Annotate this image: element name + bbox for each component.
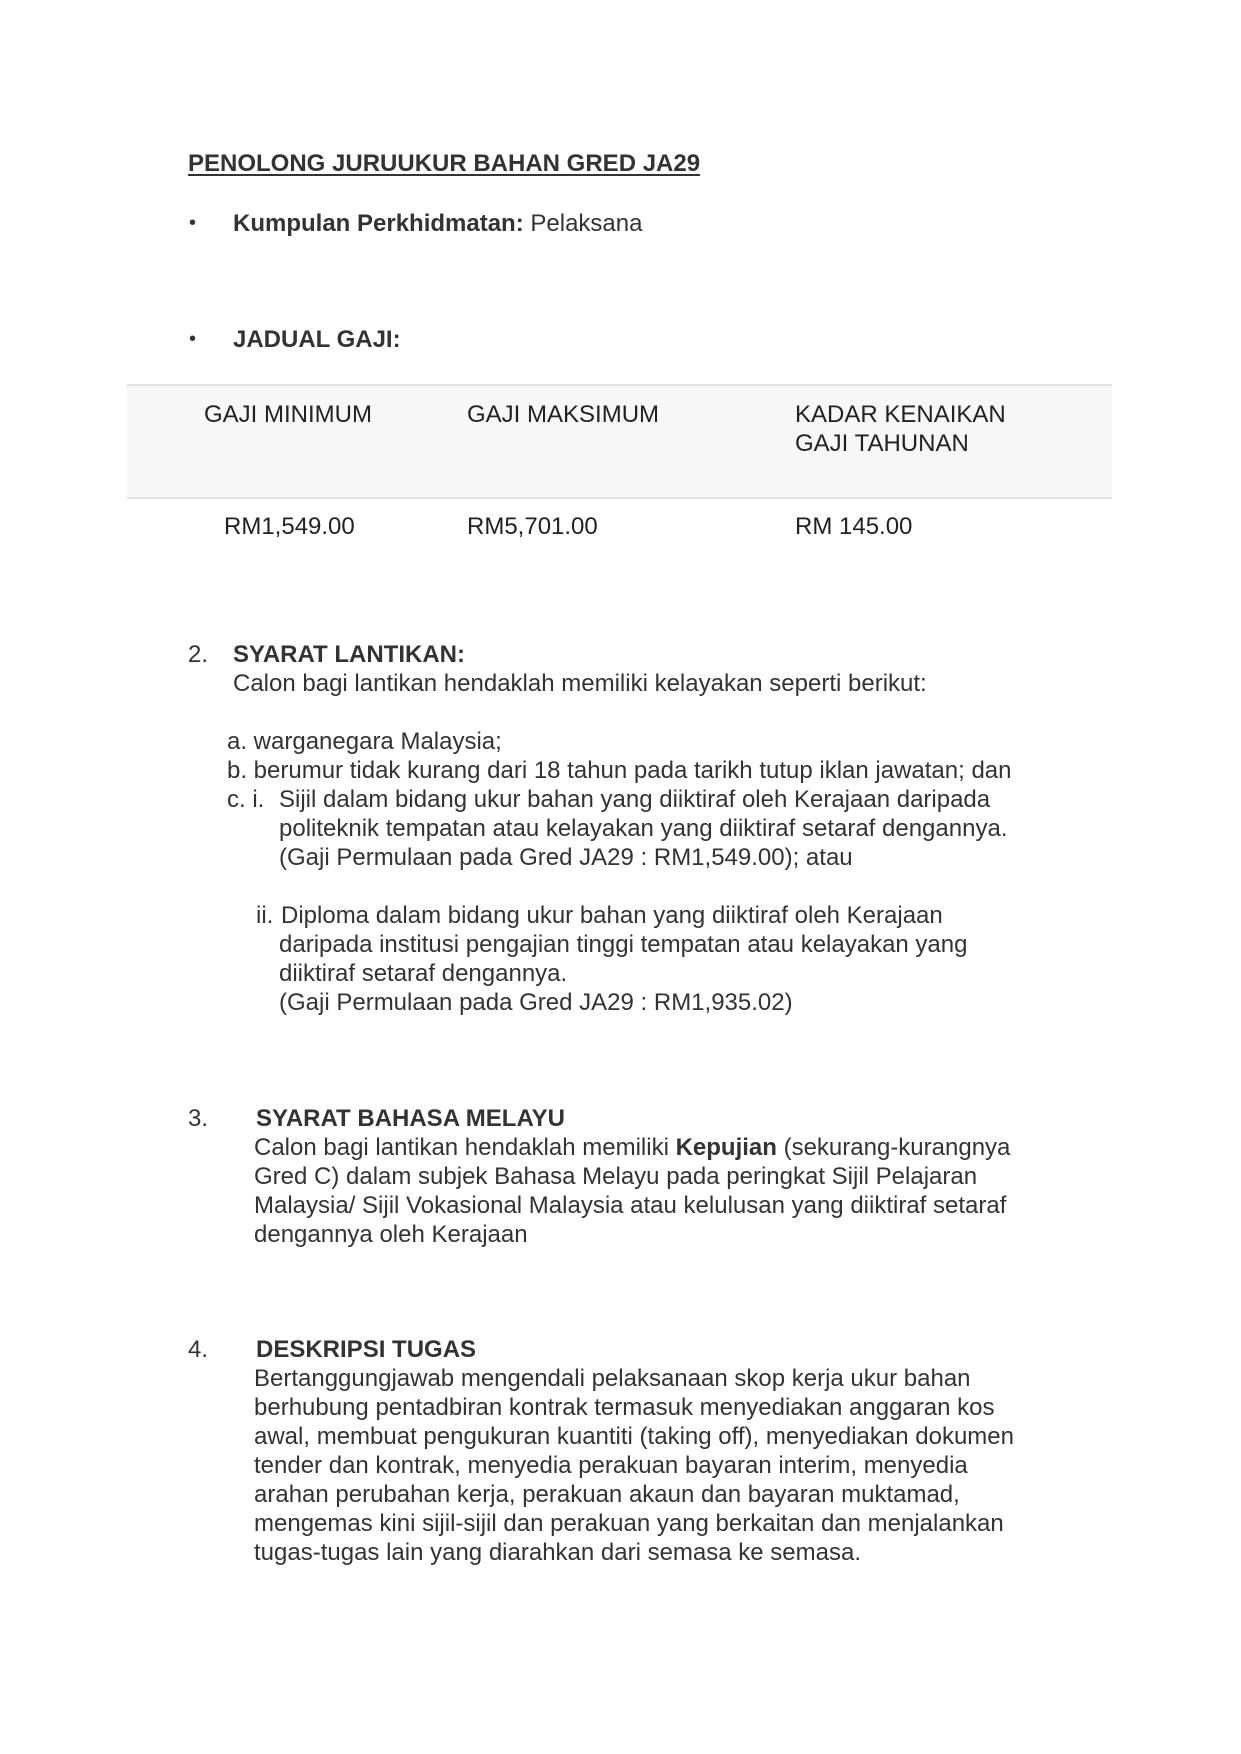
table-header-gaji-maksimum: GAJI MAKSIMUM <box>467 401 660 428</box>
table-cell-gaji-maksimum: RM5,701.00 <box>467 513 598 540</box>
table-header-gaji-minimum: GAJI MINIMUM <box>204 401 372 428</box>
requirement-line: Diploma dalam bidang ukur bahan yang diiktiraf oleh Kerajaan <box>281 902 943 929</box>
section-number: 4. <box>188 1336 209 1363</box>
requirement-prefix: ii. <box>256 902 274 929</box>
section-paragraph-line: Gred C) dalam subjek Bahasa Melayu pada peringkat Sijil Pelajaran <box>254 1163 978 1190</box>
bullet-icon: • <box>189 328 197 350</box>
section-paragraph-line: berhubung pentadbiran kontrak termasuk menyediakan anggaran kos <box>254 1394 995 1421</box>
section-paragraph-line <box>254 1133 1010 1162</box>
section-heading-syarat-bahasa-melayu: SYARAT BAHASA MELAYU <box>256 1105 565 1132</box>
requirement-line: daripada institusi pengajian tinggi tempatan atau kelayakan yang <box>279 931 968 958</box>
bullet-label: Kumpulan Perkhidmatan: <box>233 210 524 237</box>
bullet-icon: • <box>189 212 197 234</box>
document-title: PENOLONG JURUUKUR BAHAN GRED JA29 <box>188 150 701 177</box>
section-paragraph-line: mengemas kini sijil-sijil dan perakuan yang berkaitan dan menjalankan <box>254 1510 1004 1537</box>
text-run: Calon bagi lantikan hendaklah memiliki <box>254 1134 676 1161</box>
table-header-line: GAJI TAHUNAN <box>795 430 969 457</box>
table-header-line: KADAR KENAIKAN <box>795 401 1006 428</box>
section-heading-syarat-lantikan: SYARAT LANTIKAN: <box>233 641 465 668</box>
section-intro: Calon bagi lantikan hendaklah memiliki kelayakan seperti berikut: <box>233 670 927 697</box>
text-run-bold: Kepujian <box>675 1134 777 1161</box>
requirement-item: b. berumur tidak kurang dari 18 tahun pada tarikh tutup iklan jawatan; dan <box>227 757 1012 784</box>
section-paragraph-line: tugas-tugas lain yang diarahkan dari semasa ke semasa. <box>254 1539 862 1566</box>
section-number: 3. <box>188 1105 209 1132</box>
requirement-line: (Gaji Permulaan pada Gred JA29 : RM1,549.00); atau <box>279 844 853 871</box>
bullet-value: Pelaksana <box>530 210 643 237</box>
section-heading-deskripsi-tugas: DESKRIPSI TUGAS <box>256 1336 477 1363</box>
requirement-line: politeknik tempatan atau kelayakan yang diiktiraf setaraf dengannya. <box>279 815 1008 842</box>
text-run: (sekurang-kurangnya <box>776 1134 1011 1161</box>
section-paragraph-line: Bertanggungjawab mengendali pelaksanaan skop kerja ukur bahan <box>254 1365 971 1392</box>
section-paragraph-line: dengannya oleh Kerajaan <box>254 1221 528 1248</box>
section-paragraph-line: arahan perubahan kerja, perakuan akaun dan bayaran muktamad, <box>254 1481 960 1508</box>
requirement-line: (Gaji Permulaan pada Gred JA29 : RM1,935.02) <box>279 989 793 1016</box>
table-cell-kadar-kenaikan: RM 145.00 <box>795 513 913 540</box>
requirement-item: a. warganegara Malaysia; <box>227 728 502 755</box>
table-cell-gaji-minimum: RM1,549.00 <box>224 513 355 540</box>
section-number: 2. <box>188 641 209 668</box>
table-header-kadar-kenaikan <box>795 400 1006 458</box>
requirement-prefix: c. i. <box>227 786 265 813</box>
requirement-line: diiktiraf setaraf dengannya. <box>279 960 568 987</box>
bullet-jadual-gaji <box>233 326 401 354</box>
section-paragraph-line: tender dan kontrak, menyedia perakuan bayaran interim, menyedia <box>254 1452 968 1479</box>
section-paragraph-line: Malaysia/ Sijil Vokasional Malaysia atau kelulusan yang diiktiraf setaraf <box>254 1192 1007 1219</box>
requirement-line: Sijil dalam bidang ukur bahan yang diiktiraf oleh Kerajaan daripada <box>279 786 991 813</box>
section-paragraph-line: awal, membuat pengukuran kuantiti (taking off), menyediakan dokumen <box>254 1423 1014 1450</box>
bullet-kumpulan-perkhidmatan <box>233 210 642 238</box>
bullet-label: JADUAL GAJI: <box>233 326 401 353</box>
